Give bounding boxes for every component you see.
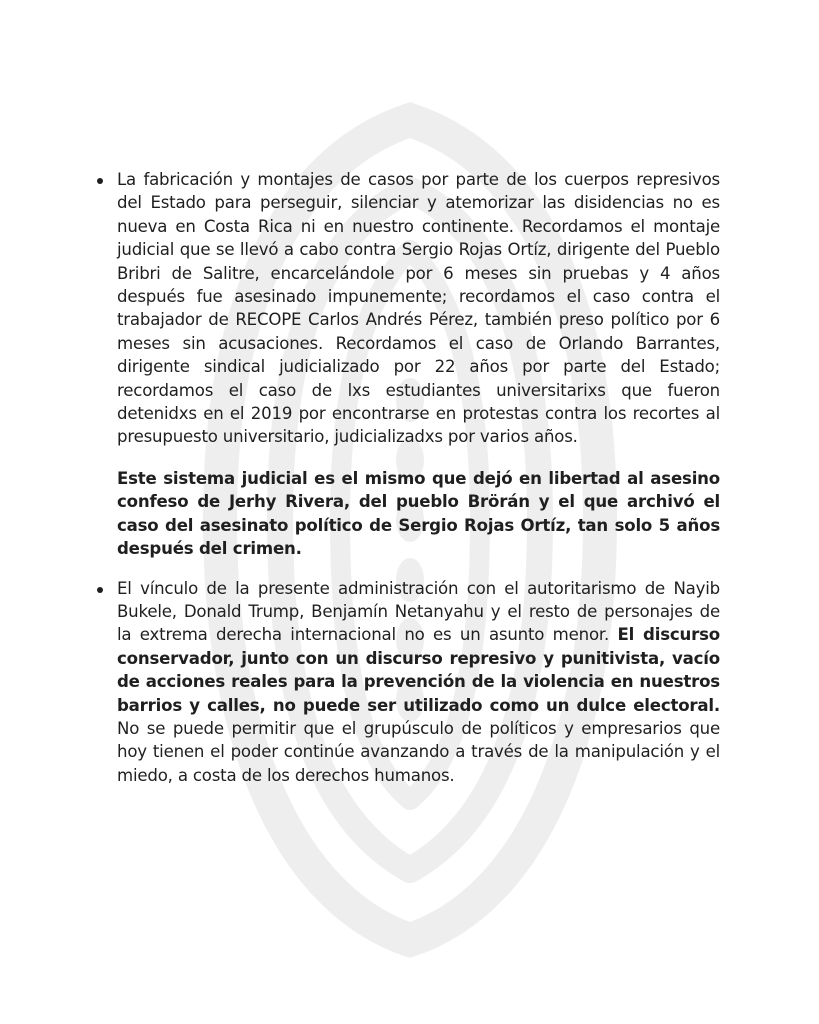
paragraph-vinculo-emphasis: El discurso conservador, junto con un discurso represivo y punitivista, vacío de acciones reales para la prevención de la violencia en nuestros barrios y calles, no puede ser utilizado como un dulce electoral. — [117, 625, 720, 715]
bullet-icon — [97, 178, 103, 184]
bullet-icon — [97, 587, 103, 593]
document-body — [95, 168, 720, 787]
paragraph-vinculo-intro: El vínculo de la presente administración con el autoritarismo de Nayib Bukele, Donald Trump, Benjamín Netanyahu y el resto de personajes de la extrema derecha internacional no es un asunto menor. — [117, 578, 720, 645]
paragraph-fabricacion: La fabricación y montajes de casos por parte de los cuerpos represivos del Estado para perseguir, silenciar y atemorizar las disidencias no es nueva en Costa Rica ni en nuestro continente. Recordamos el montaje judicial que se llevó a cabo contra Sergio Rojas Ortíz, dirigente del Pueblo Bribri de Salitre, encarcelándole por 6 meses sin pruebas y 4 años después fue asesinado impunemente; recordamos el caso contra el trabajador de RECOPE Carlos Andrés Pérez, también preso político por 6 meses sin acusaciones. Recordamos el caso de Orlando Barrantes, dirigente sindical judicializado por 22 años por parte del Estado; recordamos el caso de lxs estudiantes universitarixs que fueron detenidxs en el 2019 por encontrarse en protestas contra los recortes al presupuesto universitario, judicializadxs por varios años. — [117, 170, 720, 447]
bullet-item-fabricacion — [95, 168, 720, 449]
callout-text: Este sistema judicial es el mismo que dejó en libertad al asesino confeso de Jerhy Rivera, del pueblo Brörán y el que archivó el caso del asesinato político de Sergio Rojas Ortíz, tan solo 5 años después del crimen. — [117, 468, 720, 559]
paragraph-vinculo-closing: No se puede permitir que el grupúsculo de políticos y empresarios que hoy tienen el poder continúe avanzando a través de la manipulación y el miedo, a costa de los derechos humanos. — [117, 718, 720, 785]
bullet-item-vinculo — [95, 577, 720, 788]
callout-sistema-judicial — [95, 467, 720, 561]
paragraph-vinculo — [117, 577, 720, 788]
